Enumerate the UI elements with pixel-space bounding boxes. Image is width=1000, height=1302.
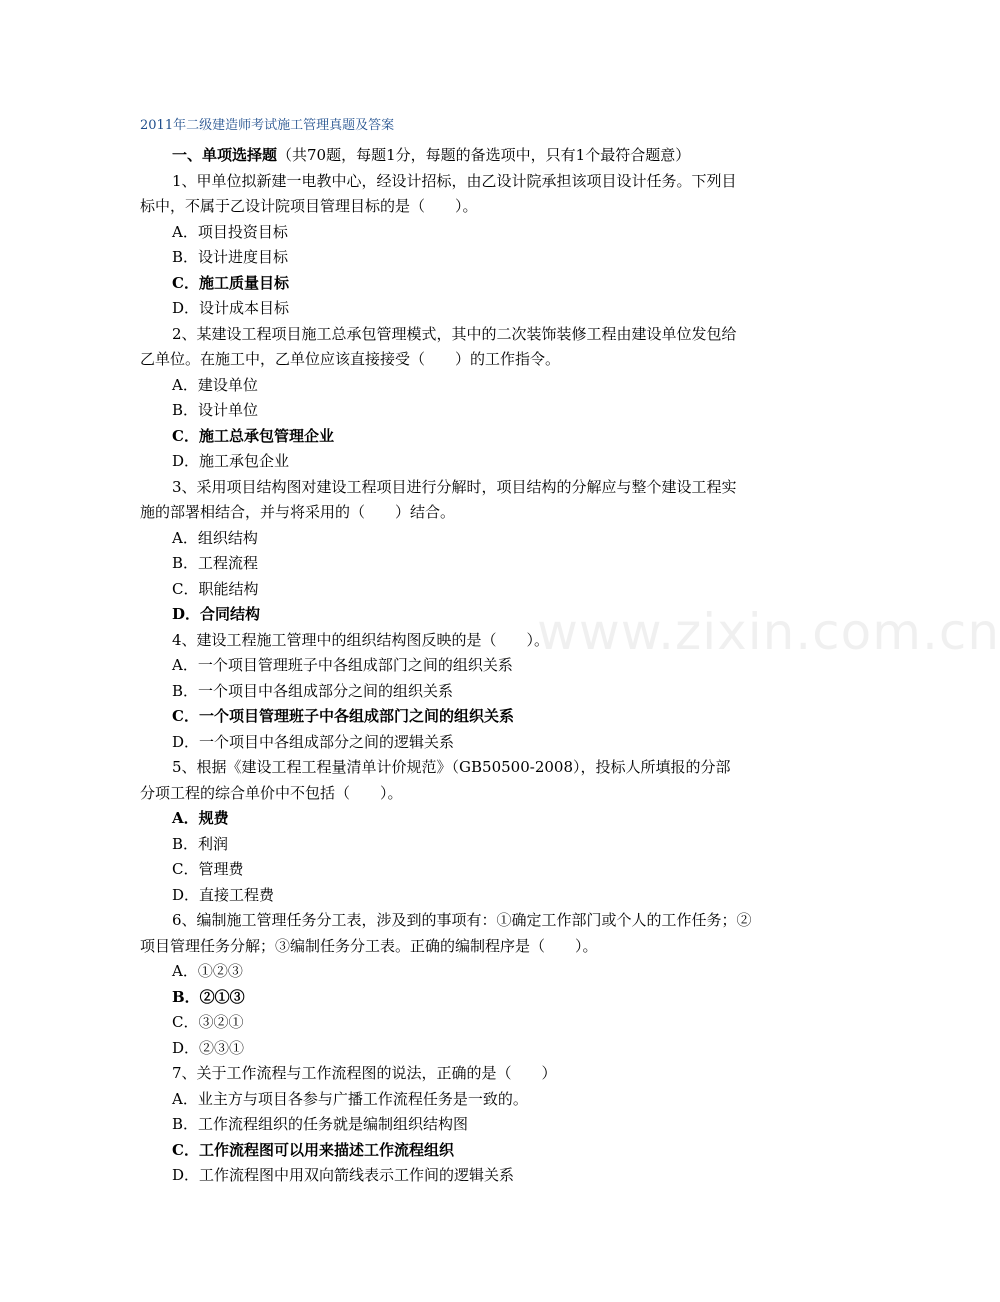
document-title: 2011年二级建造师考试施工管理真题及答案 [140,118,395,133]
question-1-option-c-answer: C．施工质量目标 [172,274,289,292]
question-1-option-b: B．设计进度目标 [172,248,289,266]
question-2-option-c-answer: C．施工总承包管理企业 [172,427,334,445]
question-6-stem: 6、编制施工管理任务分工表，涉及到的事项有：①确定工作部门或个人的工作任务；② [172,911,752,929]
question-4-option-b: B．一个项目中各组成部分之间的组织关系 [172,682,454,700]
question-7-option-a: A．业主方与项目各参与广播工作流程任务是一致的。 [172,1090,528,1108]
question-1-stem: 1、甲单位拟新建一电教中心，经设计招标，由乙设计院承担该项目设计任务。下列目 [172,172,737,190]
question-5-stem: 5、根据《建设工程工程量清单计价规范》（GB50500-2008），投标人所填报的分部 [172,758,731,776]
question-2-option-b: B．设计单位 [172,401,259,419]
question-2-option-d: D．施工承包企业 [172,452,290,470]
question-4-option-a: A．一个项目管理班子中各组成部门之间的组织关系 [172,656,513,674]
watermark: www.zixin.com.cn [537,603,1000,661]
question-3-option-c: C．职能结构 [172,580,259,598]
question-6-stem-cont: 项目管理任务分解；③编制任务分工表。正确的编制程序是（ ）。 [140,937,598,955]
question-7-option-d: D．工作流程图中用双向箭线表示工作间的逻辑关系 [172,1166,515,1184]
question-7-stem: 7、关于工作流程与工作流程图的说法，正确的是（ ） [172,1064,557,1082]
question-3-stem: 3、采用项目结构图对建设工程项目进行分解时，项目结构的分解应与整个建设工程实 [172,478,737,496]
question-6-option-d: D．②③① [172,1039,245,1057]
section-heading [172,144,690,166]
question-3-option-d-answer: D．合同结构 [172,605,261,623]
section-label: 一、单项选择题 [172,146,278,164]
question-5-stem-cont: 分项工程的综合单价中不包括（ ）。 [140,784,403,802]
question-6-option-c: C．③②① [172,1013,244,1031]
question-5-option-c: C．管理费 [172,860,244,878]
question-1-stem-cont: 标中，不属于乙设计院项目管理目标的是（ ）。 [140,197,478,215]
question-2-option-a: A．建设单位 [172,376,258,394]
question-4-option-d: D．一个项目中各组成部分之间的逻辑关系 [172,733,455,751]
question-6-option-a: A．①②③ [172,962,243,980]
question-4-option-c-answer: C．一个项目管理班子中各组成部门之间的组织关系 [172,707,514,725]
question-5-option-a-answer: A．规费 [172,809,229,827]
question-3-option-a: A．组织结构 [172,529,258,547]
question-6-option-b-answer: B．②①③ [172,988,245,1006]
question-5-option-d: D．直接工程费 [172,886,275,904]
question-2-stem: 2、某建设工程项目施工总承包管理模式，其中的二次装饰装修工程由建设单位发包给 [172,325,737,343]
question-1-option-a: A．项目投资目标 [172,223,288,241]
section-note: （共70题，每题1分，每题的备选项中，只有1个最符合题意） [277,146,691,164]
question-5-option-b: B．利润 [172,835,229,853]
question-2-stem-cont: 乙单位。在施工中，乙单位应该直接接受（ ）的工作指令。 [140,350,561,368]
question-3-option-b: B．工程流程 [172,554,259,572]
question-4-stem: 4、建设工程施工管理中的组织结构图反映的是（ ）。 [172,631,550,649]
question-1-option-d: D．设计成本目标 [172,299,290,317]
question-7-option-b: B．工作流程组织的任务就是编制组织结构图 [172,1115,469,1133]
question-7-option-c-answer: C．工作流程图可以用来描述工作流程组织 [172,1141,454,1159]
question-3-stem-cont: 施的部署相结合，并与将采用的（ ）结合。 [140,503,456,521]
